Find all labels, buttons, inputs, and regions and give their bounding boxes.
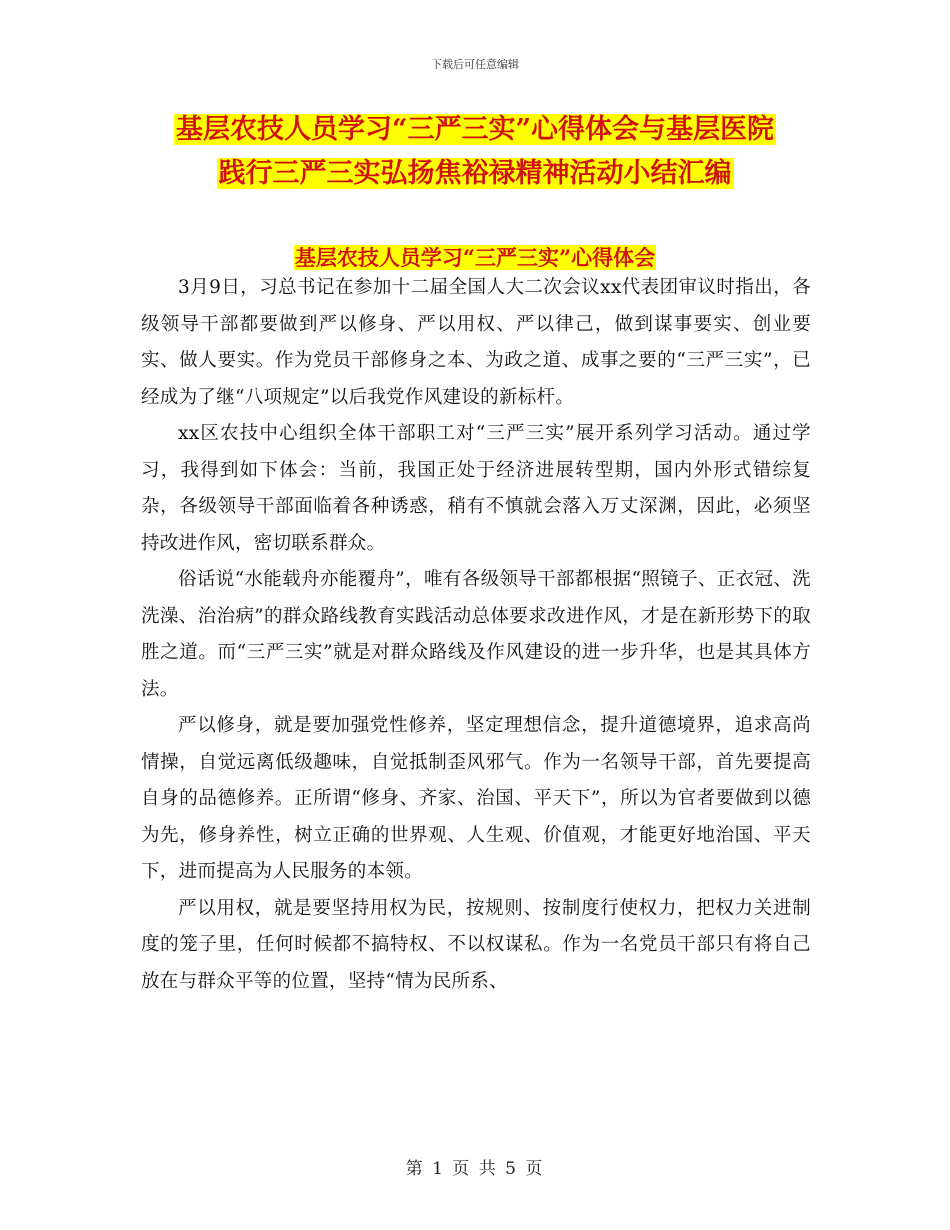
paragraph: 严以修身，就是要加强党性修养，坚定理想信念，提升道德境界，追求高尚情操，自觉远离低级趣味，自觉抵制歪风邪气。作为一名领导干部，首先要提高自身的品德修养。正所谓“修身、齐家、治国、平天下”，所以为官者要做到以德为先，修身养性，树立正确的世界观、人生观、价值观，才能更好地治国、平天下，进而提高为人民服务的本领。: [141, 715, 811, 882]
header-note: 下载后可任意编辑: [431, 58, 519, 71]
document-title-line-1-text: 基层农技人员学习“三严三实”心得体会与基层医院: [175, 114, 775, 145]
paragraph: 严以用权，就是要坚持用权为民，按规则、按制度行使权力，把权力关进制度的笼子里，任何时候都不搞特权、不以权谋私。作为一名党员干部只有将自己放在与群众平等的位置，坚持“情为民所系、: [141, 897, 811, 992]
paragraph: 3月9日，习总书记在参加十二届全国人大二次会议xx代表团审议时指出，各级领导干部都要做到严以修身、严以用权、严以律己，做到谋事要实、创业要实、做人要实。作为党员干部修身之本、为政之道、成事之要的“三严三实”，已经成为了继“八项规定”以后我党作风建设的新标杆。: [141, 277, 811, 408]
document-title-line-2: [0, 155, 950, 193]
section-heading: [0, 243, 950, 273]
document-title-line-1: [0, 111, 950, 149]
document-body: [141, 270, 811, 1000]
section-heading-text: 基层农技人员学习“三严三实”心得体会: [294, 245, 656, 270]
paragraph: 俗话说“水能载舟亦能覆舟”，唯有各级领导干部都根据“照镜子、正衣冠、洗洗澡、治治病”的群众路线教育实践活动总体要求改进作风，才是在新形势下的取胜之道。而“三严三实”就是对群众路线及作风建设的进一步升华，也是其具体方法。: [141, 569, 811, 700]
paragraph: xx区农技中心组织全体干部职工对“三严三实”展开系列学习活动。通过学习，我得到如下体会：当前，我国正处于经济进展转型期，国内外形式错综复杂，各级领导干部面临着各种诱惑，稍有不慎就会落入万丈深渊，因此，必须坚持改进作风，密切联系群众。: [141, 423, 811, 554]
document-title-line-2-text: 践行三严三实弘扬焦裕禄精神活动小结汇编: [218, 158, 732, 189]
page-number: 第 1 页 共 5 页: [405, 1159, 545, 1179]
